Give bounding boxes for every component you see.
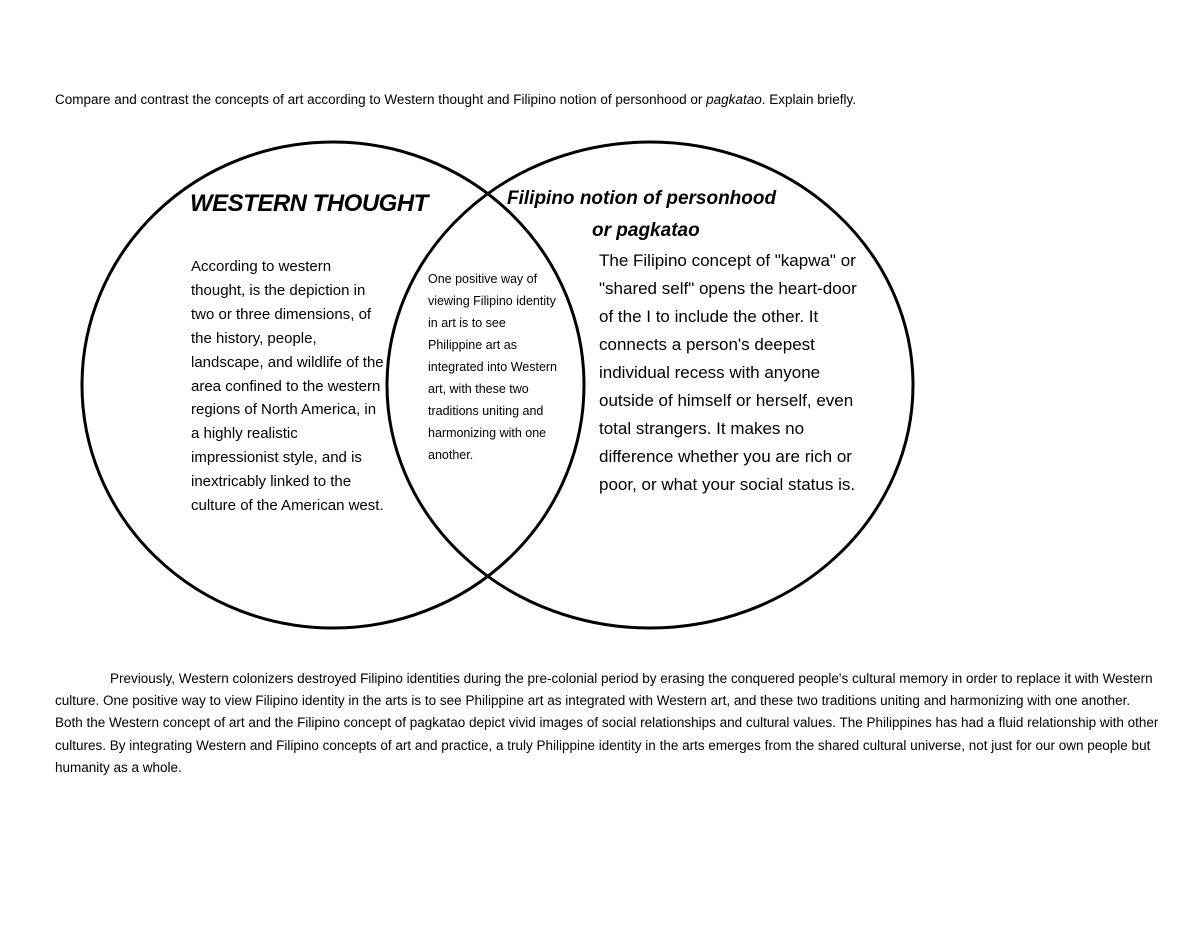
venn-right-body: The Filipino concept of "kapwa" or "shared self" opens the heart-door of the I to include the other. It connects a person's deepest individual recess with anyone outside of himself or herself, even total strangers. It makes no difference whether you are rich or poor, or what your social status is. bbox=[599, 251, 857, 494]
venn-left-heading: WESTERN THOUGHT bbox=[190, 190, 428, 217]
question-text-after: . Explain briefly. bbox=[761, 92, 857, 107]
venn-left-body: According to western thought, is the depiction in two or three dimensions, of the history, people, landscape, and wildlife of the area confined to the western regions of North America, in a highly realistic impressionist style, and is inextricably linked to the culture of the American west. bbox=[191, 258, 384, 515]
venn-right-heading-line1: Filipino notion of personhood bbox=[507, 188, 777, 209]
question-term: pagkatao bbox=[706, 92, 762, 107]
question-text-before: Compare and contrast the concepts of art according to Western thought and Filipino notion of personhood or bbox=[55, 92, 707, 107]
essay-paragraph: Previously, Western colonizers destroyed Filipino identities during the pre-colonial period by erasing the conquered people's cultural memory in order to replace it with Western culture. One positive way to view Filipino identity in the arts is to see Philippine art as integrated with Western art, and these two traditions uniting and harmonizing with one another. Both the Western concept of art and the Filipino concept of pagkatao depict vivid images of social relationships and cultural values. The Philippines has had a fluid relationship with other cultures. By integrating Western and Filipino concepts of art and practice, a truly Philippine identity in the arts emerges from the shared cultural universe, not just for our own people but humanity as a whole. bbox=[55, 671, 1159, 775]
venn-right-heading-line2: or pagkatao bbox=[592, 220, 700, 241]
venn-overlap-body: One positive way of viewing Filipino identity in art is to see Philippine art as integrated into Western art, with these two traditions uniting and harmonizing with one another. bbox=[428, 272, 558, 462]
